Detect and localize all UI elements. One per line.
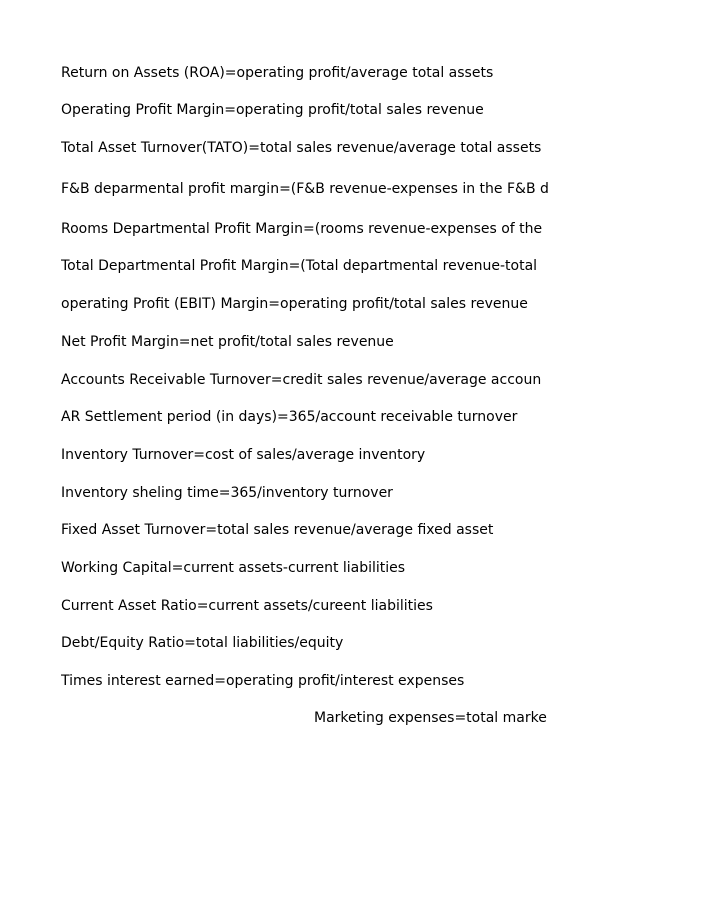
formula-total-asset-turnover: Total Asset Turnover(TATO)=total sales revenue/average total assets bbox=[61, 140, 542, 156]
formula-ar-settlement-period: AR Settlement period (in days)=365/account receivable turnover bbox=[61, 409, 518, 425]
formula-roa: Return on Assets (ROA)=operating profit/average total assets bbox=[61, 65, 494, 81]
formula-current-asset-ratio: Current Asset Ratio=current assets/cureent liabilities bbox=[61, 598, 433, 614]
formula-net-profit-margin: Net Profit Margin=net profit/total sales revenue bbox=[61, 334, 394, 350]
formula-rooms-departmental-profit-margin: Rooms Departmental Profit Margin=(rooms revenue-expenses of the bbox=[61, 221, 543, 237]
formula-ebit-margin: operating Profit (EBIT) Margin=operating profit/total sales revenue bbox=[61, 296, 528, 312]
formula-total-departmental-profit-margin: Total Departmental Profit Margin=(Total departmental revenue-total bbox=[61, 258, 538, 274]
formula-fixed-asset-turnover: Fixed Asset Turnover=total sales revenue/average fixed asset bbox=[61, 522, 494, 538]
formula-fb-departmental-profit-margin: F&B deparmental profit margin=(F&B revenue-expenses in the F&B d bbox=[61, 181, 549, 197]
formula-working-capital: Working Capital=current assets-current liabilities bbox=[61, 560, 406, 576]
formula-ar-turnover: Accounts Receivable Turnover=credit sales revenue/average accoun bbox=[61, 372, 542, 388]
formula-inventory-turnover: Inventory Turnover=cost of sales/average inventory bbox=[61, 447, 426, 463]
formula-debt-equity-ratio: Debt/Equity Ratio=total liabilities/equity bbox=[61, 635, 344, 651]
formula-marketing-expenses: Marketing expenses=total marke bbox=[314, 710, 547, 726]
formula-times-interest-earned: Times interest earned=operating profit/interest expenses bbox=[61, 673, 465, 689]
formula-inventory-shelving-time: Inventory sheling time=365/inventory turnover bbox=[61, 485, 393, 501]
formula-operating-profit-margin: Operating Profit Margin=operating profit/total sales revenue bbox=[61, 102, 484, 118]
